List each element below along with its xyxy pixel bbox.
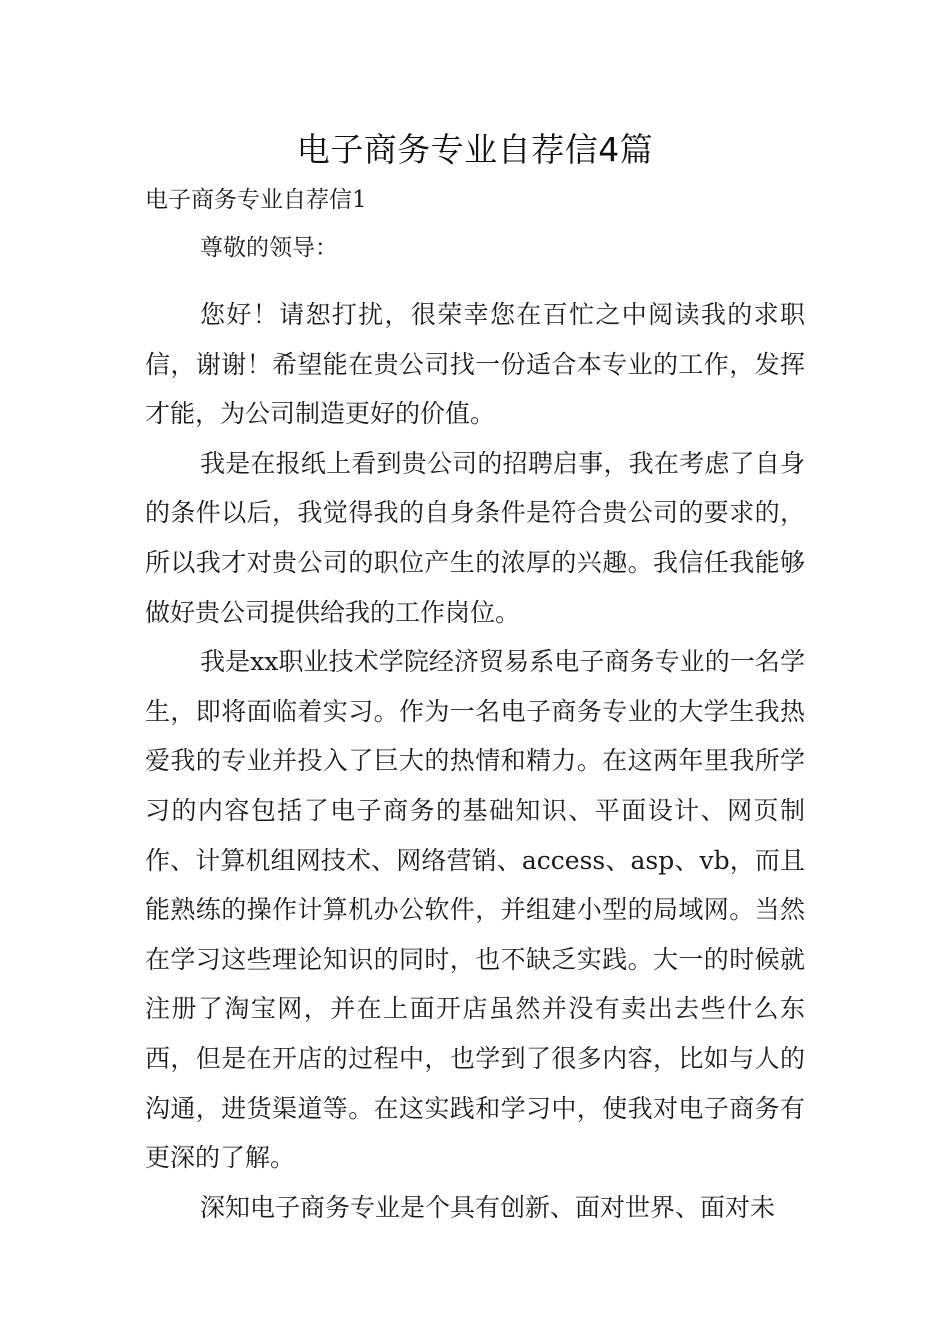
letter-body — [145, 230, 805, 1232]
paragraph-background: 我是xx职业技术学院经济贸易系电子商务专业的一名学生，即将面临着实习。作为一名电子商务专业的大学生我热爱我的专业并投入了巨大的热情和精力。在这两年里我所学习的内容包括了电子商务的基础知识、平面设计、网页制作、计算机组网技术、网络营销、access、asp、vb，而且能熟练的操作计算机办公软件，并组建小型的局域网。当然在学习这些理论知识的同时，也不缺乏实践。大一的时候就注册了淘宝网，并在上面开店虽然并没有卖出去些什么东西，但是在开店的过程中，也学到了很多内容，比如与人的沟通，进货渠道等。在这实践和学习中，使我对电子商务有更深的了解。 — [145, 647, 805, 1173]
paragraph-greeting: 您好！请恕打扰，很荣幸您在百忙之中阅读我的求职信，谢谢！希望能在贵公司找一份适合本专业的工作，发挥才能，为公司制造更好的价值。 — [145, 300, 805, 429]
document-title: 电子商务专业自荐信4篇 — [296, 130, 654, 169]
paragraph-closing-start: 深知电子商务专业是个具有创新、面对世界、面对未 — [200, 1192, 776, 1222]
letter-subtitle: 电子商务专业自荐信1 — [145, 187, 367, 213]
paragraph-motivation: 我是在报纸上看到贵公司的招聘启事，我在考虑了自身的条件以后，我觉得我的自身条件是符合贵公司的要求的，所以我才对贵公司的职位产生的浓厚的兴趣。我信任我能够做好贵公司提供给我的工作岗位。 — [145, 448, 805, 627]
salutation: 尊敬的领导： — [200, 235, 338, 261]
